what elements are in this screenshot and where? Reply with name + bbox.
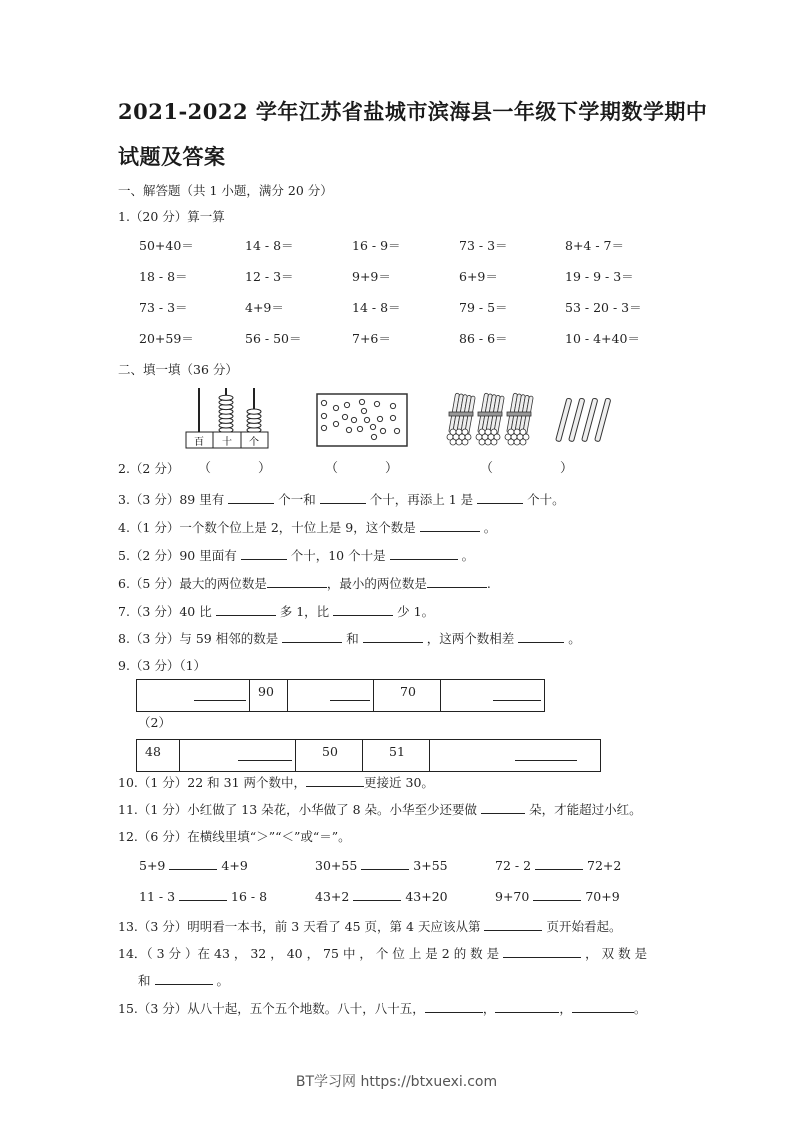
calc-item: 86 - 6＝ [459, 331, 508, 346]
calc-item: 4+9＝ [245, 300, 284, 315]
answer-blank[interactable] [267, 576, 327, 588]
section1-heading: 一、解答题（共 1 小题，满分 20 分） [118, 183, 333, 198]
svg-text:个: 个 [249, 437, 259, 448]
answer-paren-close: ） [385, 461, 399, 476]
q6: 6.（5 分）最大的两位数是 ，最小的两位数是 . [118, 576, 491, 591]
q1-label: 1.（20 分）算一算 [118, 209, 225, 224]
calc-item: 7+6＝ [352, 331, 391, 346]
answer-blank[interactable] [477, 492, 523, 504]
calc-item: 10 - 4+40＝ [565, 331, 640, 346]
answer-paren-open: （ [480, 461, 494, 476]
answer-blank[interactable] [363, 631, 423, 643]
calc-item: 16 - 9＝ [352, 238, 401, 253]
compare-item: 72 - 2 72+2 [495, 858, 622, 873]
answer-blank[interactable] [484, 919, 542, 931]
answer-blank[interactable] [282, 631, 342, 643]
q8: 8.（3 分）与 59 相邻的数是 和 ，这两个数相差 。 [118, 631, 581, 646]
compare-item: 43+2 43+20 [315, 889, 448, 904]
answer-blank[interactable] [495, 1001, 559, 1013]
calc-item: 73 - 3＝ [139, 300, 188, 315]
answer-blank[interactable] [390, 548, 458, 560]
sticks-figure [445, 390, 615, 450]
q11: 11.（1 分）小红做了 13 朵花，小华做了 8 朵。小华至少还要做 朵，才能超过小红。 [118, 802, 642, 817]
footer-watermark: BT学习网 https://btxuexi.com [295, 1074, 498, 1090]
answer-blank[interactable] [533, 889, 581, 901]
q9-sub2: （2） [138, 715, 171, 730]
calc-item: 18 - 8＝ [139, 269, 188, 284]
calc-item: 6+9＝ [459, 269, 498, 284]
q2-label: 2.（2 分） [118, 461, 180, 476]
answer-paren-open: （ [325, 461, 339, 476]
answer-blank[interactable] [515, 760, 577, 761]
answer-blank[interactable] [535, 858, 583, 870]
calc-item: 19 - 9 - 3＝ [565, 269, 634, 284]
answer-paren-close: ） [560, 461, 574, 476]
calc-item: 73 - 3＝ [459, 238, 508, 253]
compare-item: 9+70 70+9 [495, 889, 620, 904]
calc-item: 14 - 8＝ [352, 300, 401, 315]
answer-blank[interactable] [420, 520, 480, 532]
answer-blank[interactable] [361, 858, 409, 870]
page-title: 2021-2022 学年江苏省盐城市滨海县一年级下学期数学期中 [118, 99, 708, 124]
section2-heading: 二、填一填（36 分） [118, 362, 238, 377]
q4: 4.（1 分）一个数个位上是 2，十位上是 9，这个数是 。 [118, 520, 497, 535]
answer-blank[interactable] [194, 700, 246, 701]
answer-blank[interactable] [155, 973, 213, 985]
answer-blank[interactable] [169, 858, 217, 870]
number-sequence-table-2: 48 50 51 [136, 739, 601, 772]
answer-blank[interactable] [241, 548, 287, 560]
q3: 3.（3 分）89 里有 个一和 个十，再添上 1 是 个十。 [118, 492, 565, 507]
answer-blank[interactable] [306, 775, 364, 787]
number-sequence-table-1: 90 70 [136, 679, 545, 712]
answer-blank[interactable] [228, 492, 274, 504]
q10: 10.（1 分）22 和 31 两个数中， 更接近 30。 [118, 775, 434, 790]
page-title-cont: 试题及答案 [118, 144, 226, 169]
answer-blank[interactable] [353, 889, 401, 901]
answer-blank[interactable] [493, 700, 541, 701]
q5: 5.（2 分）90 里面有 个十，10 个十是 。 [118, 548, 475, 563]
compare-item: 11 - 3 16 - 8 [139, 889, 268, 904]
answer-blank[interactable] [481, 802, 525, 814]
abacus-figure [185, 385, 270, 450]
answer-paren-close: ） [258, 461, 272, 476]
calc-item: 12 - 3＝ [245, 269, 294, 284]
compare-item: 5+9 4+9 [139, 858, 248, 873]
answer-blank[interactable] [333, 604, 393, 616]
q12-label: 12.（6 分）在横线里填“＞”“＜”或“＝”。 [118, 829, 351, 844]
answer-blank[interactable] [572, 1001, 634, 1013]
calc-item: 20+59＝ [139, 331, 194, 346]
answer-blank[interactable] [238, 760, 292, 761]
answer-blank[interactable] [330, 700, 370, 701]
calc-item: 14 - 8＝ [245, 238, 294, 253]
calc-item: 8+4 - 7＝ [565, 238, 625, 253]
dots-figure [316, 393, 408, 447]
answer-blank[interactable] [216, 604, 276, 616]
svg-text:百: 百 [194, 437, 204, 448]
answer-blank[interactable] [320, 492, 366, 504]
svg-text:十: 十 [222, 437, 232, 448]
q13: 13.（3 分）明明看一本书，前 3 天看了 45 页，第 4 天应该从第 页开始看起。 [118, 919, 622, 934]
calc-item: 79 - 5＝ [459, 300, 508, 315]
answer-blank[interactable] [503, 946, 581, 958]
q15: 15.（3 分）从八十起，五个五个地数。八十，八十五， ， ， 。 [118, 1001, 647, 1016]
answer-paren-open: （ [198, 461, 212, 476]
compare-item: 30+55 3+55 [315, 858, 448, 873]
calc-item: 9+9＝ [352, 269, 391, 284]
calc-item: 50+40＝ [139, 238, 194, 253]
answer-blank[interactable] [179, 889, 227, 901]
q14-cont: 和 。 [138, 973, 230, 988]
q7: 7.（3 分）40 比 多 1，比 少 1。 [118, 604, 435, 619]
answer-blank[interactable] [427, 576, 487, 588]
q9-label: 9.（3 分）（1） [118, 658, 207, 673]
answer-blank[interactable] [425, 1001, 483, 1013]
q14: 14．（ 3 分 ）在 43 ， 32 ， 40 ， 75 中 ， 个 位 上 是 2 的 数 是 ， 双 数 是 [118, 946, 648, 961]
calc-item: 53 - 20 - 3＝ [565, 300, 642, 315]
answer-blank[interactable] [518, 631, 564, 643]
calc-item: 56 - 50＝ [245, 331, 302, 346]
